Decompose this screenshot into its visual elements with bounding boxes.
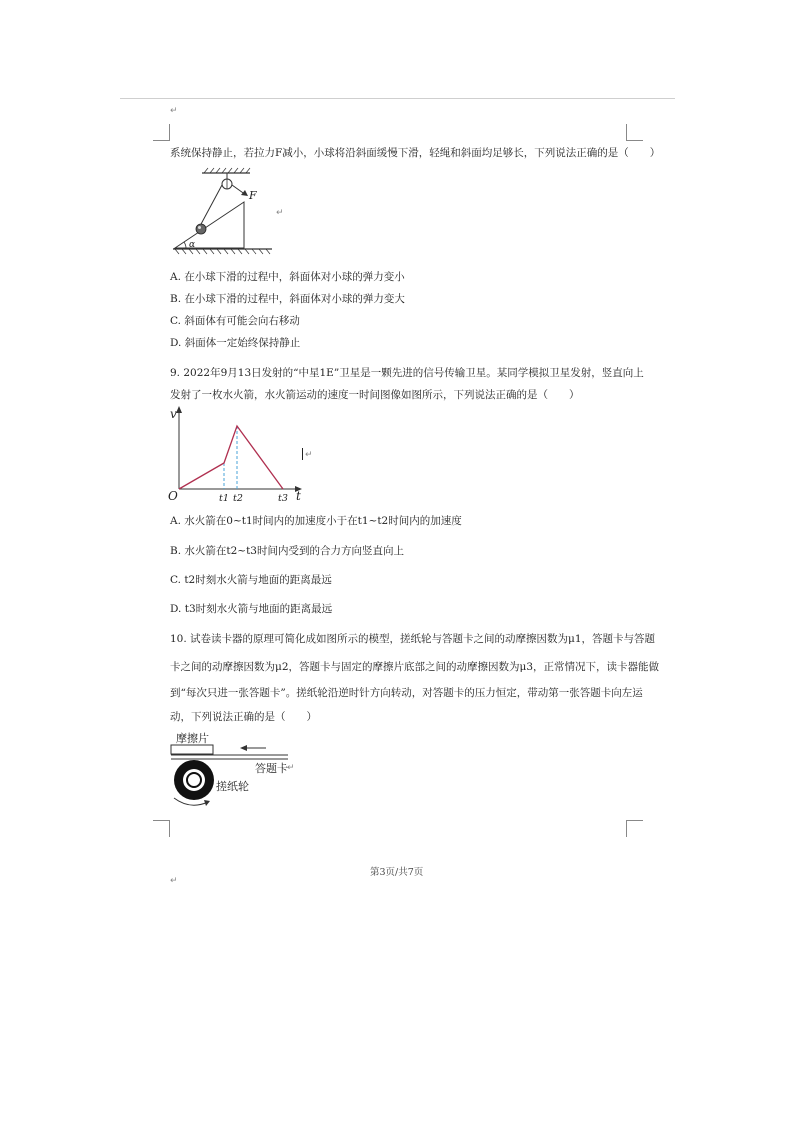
tick-label-t2: t2	[233, 493, 243, 504]
q9-stem-line2: 发射了一枚水火箭，水火箭运动的速度一时间图像如图所示，下列说法正确的是（ ）	[170, 389, 580, 401]
paragraph-mark-icon: ↵	[170, 876, 178, 886]
q10-stem-line1: 10. 试卷读卡器的原理可简化成如图所示的模型，搓纸轮与答题卡之间的动摩擦因数为μ1，答题卡与答题	[170, 633, 656, 645]
q9-option-c: C. t2时刻水火箭与地面的距离最远	[170, 574, 332, 586]
page-number: 第3页/共7页	[370, 867, 424, 878]
paragraph-mark-icon: ↵	[276, 208, 284, 218]
ceiling-hatch	[204, 168, 250, 173]
origin-label: O	[168, 489, 178, 503]
velocity-line	[179, 426, 283, 489]
q8-option-b: B. 在小球下滑的过程中，斜面体对小球的弹力变大	[170, 293, 405, 305]
q9-stem-line1: 9. 2022年9月13日发射的“中星1E”卫星是一颗先进的信号传输卫星。某同学模拟卫星发射，竖直向上	[170, 367, 644, 379]
friction-plate	[171, 745, 213, 754]
q9-option-a: A. 水火箭在0~t1时间内的加速度小于在t1~t2时间内的加速度	[170, 515, 462, 527]
friction-plate-label: 摩擦片	[176, 732, 209, 745]
paragraph-mark-icon: ↵	[305, 450, 313, 460]
corner-mark-top-left	[153, 124, 170, 141]
paragraph-mark-icon: ↵	[170, 106, 178, 116]
intro-text: 系统保持静止，若拉力F减小，小球将沿斜面缓慢下滑，轻绳和斜面均足够长，下列说法正确的是（ ）	[170, 147, 661, 159]
incline-figure	[170, 166, 280, 260]
header-rule	[120, 98, 675, 99]
corner-mark-bottom-left	[153, 820, 170, 837]
q8-option-a: A. 在小球下滑的过程中，斜面体对小球的弹力变小	[170, 271, 405, 283]
force-label: F	[249, 189, 257, 202]
text-cursor	[302, 448, 303, 460]
q8-option-d: D. 斜面体一定始终保持静止	[170, 337, 301, 349]
velocity-time-graph	[168, 404, 310, 504]
q9-option-d: D. t3时刻水火箭与地面的距离最远	[170, 603, 333, 615]
tick-label-t3: t3	[278, 493, 288, 504]
paragraph-mark-icon: ↵	[287, 763, 295, 773]
pickup-wheel-label: 搓纸轮	[216, 780, 249, 793]
ball	[196, 224, 206, 234]
q10-stem-line2: 卡之间的动摩擦因数为μ2，答题卡与固定的摩擦片底部之间的动摩擦因数为μ3，正常情况下，读卡器能做	[170, 661, 660, 673]
corner-mark-bottom-right	[626, 820, 643, 837]
x-axis-label: t	[296, 489, 301, 503]
q10-stem-line3: 到“每次只进一张答题卡”。搓纸轮沿逆时针方向转动，对答题卡的压力恒定，带动第一张答题卡向左运	[170, 687, 643, 699]
angle-label: α	[189, 240, 196, 250]
card-reader-figure	[168, 728, 298, 810]
q10-stem-line4: 动，下列说法正确的是（ ）	[170, 711, 317, 723]
q8-option-c: C. 斜面体有可能会向右移动	[170, 315, 300, 327]
y-axis-label: v	[170, 407, 177, 421]
q9-option-b: B. 水火箭在t2~t3时间内受到的合力方向竖直向上	[170, 545, 404, 557]
answer-card-label: 答题卡	[255, 762, 288, 775]
tick-label-t1: t1	[219, 493, 229, 504]
corner-mark-top-right	[626, 124, 643, 141]
